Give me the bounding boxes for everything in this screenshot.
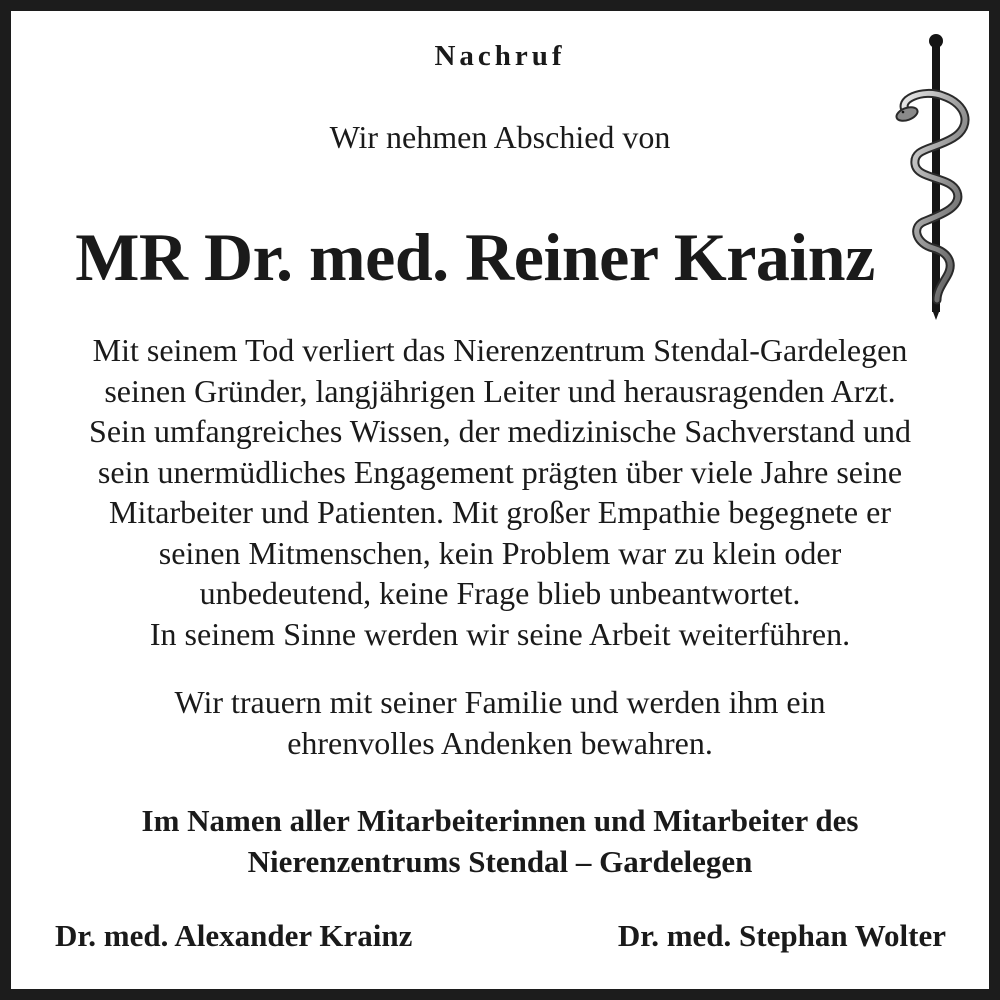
mourning-line: ehrenvolles Andenken bewahren. xyxy=(287,724,713,761)
intro-text: Wir nehmen Abschied von xyxy=(329,119,671,155)
tribute-line: sein unermüdliches Engagement prägten über viele Jahre seine xyxy=(97,453,903,490)
organization-line: Im Namen aller Mitarbeiterinnen und Mitarbeiter des xyxy=(141,803,859,838)
tribute-line: Mitarbeiter und Patienten. Mit großer Empathie begegnete er xyxy=(109,494,891,530)
tribute-paragraph xyxy=(0,330,1000,654)
mourning-paragraph xyxy=(0,682,1000,763)
rod-of-asclepius-icon xyxy=(893,30,979,320)
mourning-line: Wir trauern mit seiner Familie und werden ihm ein xyxy=(174,684,826,720)
tribute-line: Mit seinem Tod verliert das Nierenzentrum Stendal-Gardelegen xyxy=(92,332,908,368)
signature-left: Dr. med. Alexander Krainz xyxy=(55,918,413,953)
signature-right: Dr. med. Stephan Wolter xyxy=(617,918,946,953)
organization-line: Nierenzentrums Stendal – Gardelegen xyxy=(247,844,753,879)
tribute-line: seinen Gründer, langjährigen Leiter und herausragenden Arzt. xyxy=(104,372,896,409)
deceased-name: MR Dr. med. Reiner Krainz xyxy=(75,219,875,295)
tribute-line: seinen Mitmenschen, kein Problem war zu klein oder xyxy=(158,534,842,571)
organization-statement xyxy=(0,800,1000,882)
notice-heading: Nachruf xyxy=(434,40,566,72)
tribute-line: In seinem Sinne werden wir seine Arbeit weiterführen. xyxy=(149,615,851,652)
tribute-line: unbedeutend, keine Frage blieb unbeantwortet. xyxy=(199,575,801,611)
tribute-line: Sein umfangreiches Wissen, der medizinische Sachverstand und xyxy=(89,413,911,449)
